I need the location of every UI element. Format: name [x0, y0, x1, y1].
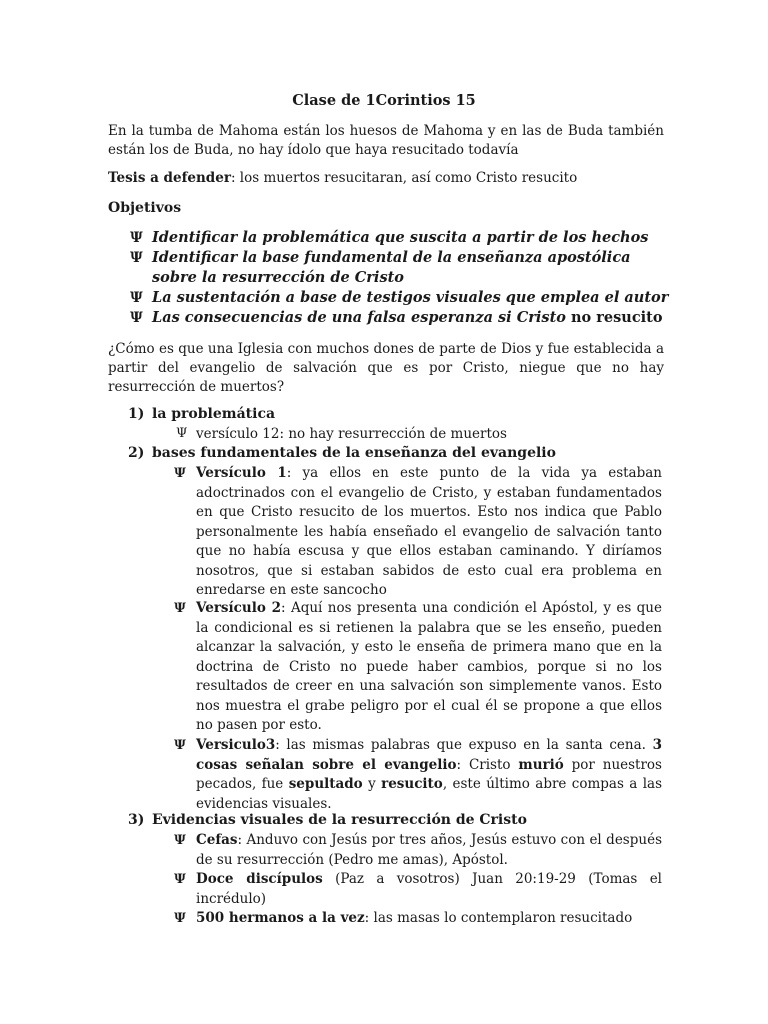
psi-bullet-icon: Ψ [176, 426, 188, 441]
psi-bullet-icon: Ψ [174, 466, 186, 481]
objetivo-item: La sustentación a base de testigos visuales que emplea el autor [152, 289, 669, 306]
item-text: , este último abre compas a las evidencias visuales. [196, 776, 663, 812]
psi-bullet-icon: Ψ [174, 601, 186, 616]
psi-bullet-icon: Ψ [130, 230, 143, 246]
item-text: : Aquí nos presenta una condición el Apóstol, y es que la condicional es si retienen la palabra que se les enseño, pueden alcanzar la salvación, y esto le enseña de primera mano que en la doctrina de Cristo no puede haber cambios, porque si no los resultados de creer en una salvación son simplemente vanos. Esto nos muestra el grabe peligro por el cual él se propone a que ellos no pasen por esto. [196, 600, 662, 733]
item-text: : las mismas palabras que expuso en la santa cena. [275, 737, 653, 753]
item-text: y [362, 776, 382, 792]
pregunta-paragraph: ¿Cómo es que una Iglesia con muchos dones de parte de Dios y fue establecida a partir del evangelio de salvación que es por Cristo, niegue que no hay resurrección de muertos? [108, 341, 664, 395]
item-label: Doce discípulos [196, 871, 323, 887]
item-label: Versiculo3 [196, 737, 276, 753]
item-text: (Paz a vosotros) Juan 20:19-29 (Tomas el incrédulo) [196, 871, 663, 907]
section-number: 1) [128, 406, 145, 422]
objetivo-item: Identificar la problemática que suscita a partir de los hechos [152, 229, 649, 246]
objetivo-item: Identificar la base fundamental de la enseñanza apostólica [152, 249, 631, 266]
psi-bullet-icon: Ψ [130, 310, 143, 326]
section-title: la problemática [152, 406, 276, 422]
item-emphasis: sepultado [288, 776, 363, 792]
item-label: Cefas [196, 832, 238, 848]
intro-paragraph: En la tumba de Mahoma están los huesos de Mahoma y en las de Buda también están los de Buda, no hay ídolo que haya resucitado todavía [108, 123, 664, 158]
section-number: 2) [128, 445, 145, 461]
tesis-paragraph [108, 169, 664, 188]
section-item [196, 831, 662, 870]
item-text: : Anduvo con Jesús por tres años, Jesús estuvo con el después de su resurrección (Pedro me amas), Apóstol. [196, 832, 662, 868]
objetivos-heading: Objetivos [108, 200, 182, 216]
section-item [196, 909, 662, 929]
psi-bullet-icon: Ψ [174, 738, 186, 753]
psi-bullet-icon: Ψ [174, 911, 186, 926]
section-item [196, 870, 662, 909]
section-item [196, 599, 662, 736]
section-item [196, 464, 662, 601]
section-item [196, 736, 662, 814]
objetivo-item-text: Las consecuencias de una falsa esperanza si Cristo [152, 309, 566, 326]
section-title: bases fundamentales de la enseñanza del evangelio [152, 445, 556, 461]
item-text: : las masas lo contemplaron resucitado [364, 910, 633, 926]
objetivo-item-continuation: sobre la resurrección de Cristo [152, 269, 404, 286]
psi-bullet-icon: Ψ [130, 290, 143, 306]
document-title: Clase de 1Corintios 15 [292, 92, 476, 109]
item-emphasis: resucito [381, 776, 443, 792]
item-label: 500 hermanos a la vez [196, 910, 365, 926]
section-number: 3) [128, 812, 145, 828]
psi-bullet-icon: Ψ [174, 833, 186, 848]
item-text: : Cristo [456, 756, 519, 773]
section-title: Evidencias visuales de la resurrección de Cristo [152, 812, 527, 828]
section-item: versículo 12: no hay resurrección de muertos [196, 426, 507, 442]
tesis-label: Tesis a defender [108, 170, 231, 186]
item-label: Versículo 2 [196, 600, 282, 616]
item-text: : ya ellos en este punto de la vida ya estaban adoctrinados con el evangelio de Cristo, y estaban fundamentados en que Cristo resucito de los muertos. Esto nos indica que Pablo personalmente les había enseñado el evangelio de salvación tanto que no había escusa y que ellos estaban caminando. Y diríamos nosotros, que si estaban sabidos de esto cual era problema en enredarse en este sancocho [196, 465, 662, 598]
item-label: Versículo 1 [196, 465, 287, 481]
psi-bullet-icon: Ψ [174, 872, 186, 887]
item-text: por nuestros pecados, fue [196, 756, 662, 792]
item-emphasis: 3 cosas señalan sobre el evangelio [196, 737, 662, 773]
objetivo-item [152, 308, 663, 328]
tesis-text: : los muertos resucitaran, así como Cristo resucito [230, 170, 578, 186]
item-emphasis: murió [518, 756, 564, 773]
objetivo-item-tail: no resucito [565, 309, 663, 326]
psi-bullet-icon: Ψ [130, 250, 143, 266]
